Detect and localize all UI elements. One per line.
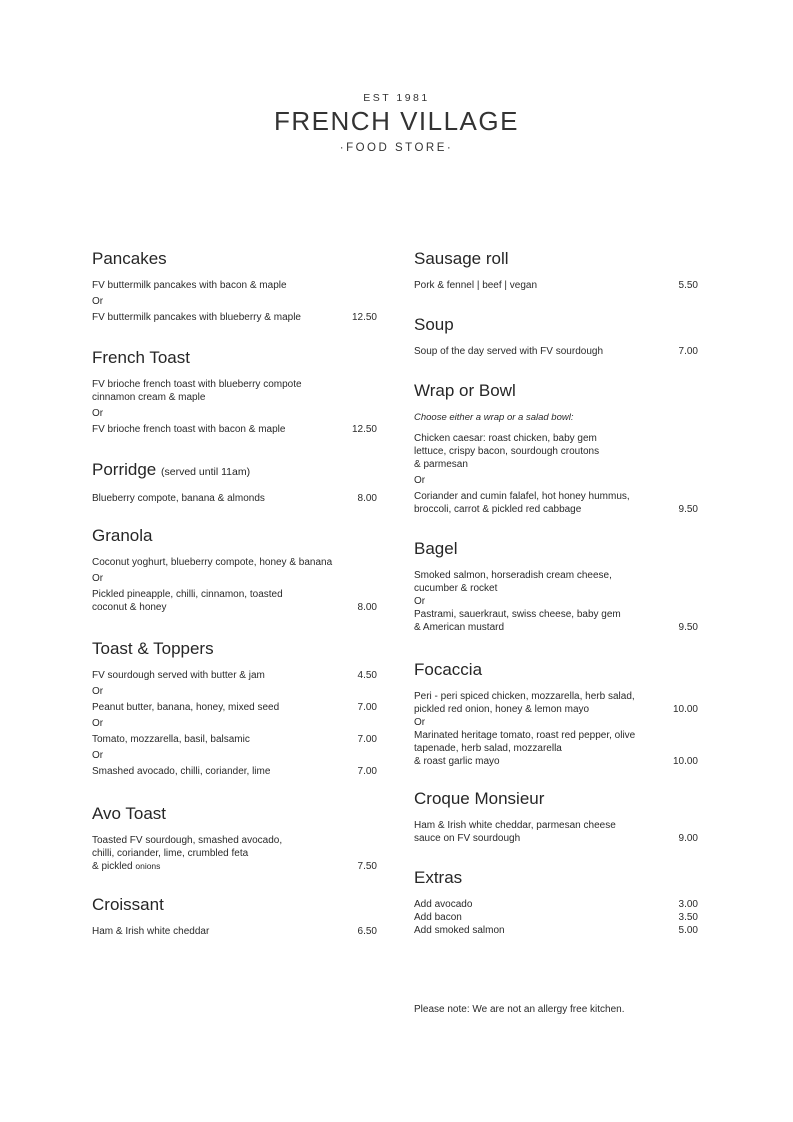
section-title: Wrap or Bowl (414, 381, 516, 400)
menu-item: Add bacon (414, 912, 462, 923)
price: 9.00 (678, 833, 698, 844)
or-separator: Or (414, 596, 426, 607)
menu-item-line: Pastrami, sauerkraut, swiss cheese, baby gem (414, 609, 621, 620)
price: 10.00 (672, 704, 698, 715)
menu-item-line: Toasted FV sourdough, smashed avocado, (92, 835, 283, 846)
section-title: Granola (92, 526, 153, 545)
menu-item: Blueberry compote, banana & almonds (92, 493, 265, 504)
menu-item-line: coconut & honey (92, 602, 167, 613)
menu-item: Ham & Irish white cheddar (92, 926, 210, 937)
menu-item-line: lettuce, crispy bacon, sourdough croutons (414, 446, 600, 457)
price: 3.50 (678, 912, 698, 923)
section-title: French Toast (92, 348, 190, 367)
price: 3.00 (678, 899, 698, 910)
section-porridge (92, 460, 377, 505)
menu-item-line: pickled red onion, honey & lemon mayo (414, 704, 590, 715)
section-bagel (414, 539, 698, 634)
section-avo-toast (92, 804, 377, 873)
menu-item: FV sourdough served with butter & jam (92, 670, 265, 681)
menu-item: Smashed avocado, chilli, coriander, lime (92, 766, 271, 777)
price: 8.00 (357, 493, 377, 504)
price: 7.00 (357, 734, 377, 745)
price: 7.00 (678, 346, 698, 357)
menu-item: FV buttermilk pancakes with bacon & maple (92, 280, 287, 291)
menu-item-line: & American mustard (414, 622, 505, 633)
menu-item-row (92, 925, 377, 938)
brand-name: FRENCH VILLAGE (274, 106, 519, 136)
or-separator: Or (92, 718, 104, 729)
price: 12.50 (351, 424, 377, 435)
menu-item-line: Marinated heritage tomato, roast red pepper, olive (414, 730, 636, 741)
section-title: Sausage roll (414, 249, 509, 268)
menu-item-line: Smoked salmon, horseradish cream cheese, (414, 570, 612, 581)
section-focaccia (414, 660, 698, 768)
price: 5.00 (678, 925, 698, 936)
or-separator: Or (92, 686, 104, 697)
menu-item-row (414, 703, 698, 716)
menu-item: Tomato, mozzarella, basil, balsamic (92, 734, 250, 745)
menu-item-line: sauce on FV sourdough (414, 833, 521, 844)
menu-item-line: & pickled (92, 861, 133, 872)
menu-item-row (92, 701, 377, 714)
section-title: Croque Monsieur (414, 789, 545, 808)
menu-item-line: Pickled pineapple, chilli, cinnamon, toasted (92, 589, 283, 600)
price: 10.00 (672, 756, 698, 767)
menu-item: FV buttermilk pancakes with blueberry & maple (92, 312, 301, 323)
menu-item-row (92, 733, 377, 746)
section-title: Focaccia (414, 660, 483, 679)
menu-item-row (92, 860, 377, 873)
menu-item-row (414, 898, 698, 911)
price: 7.50 (357, 861, 377, 872)
menu-item-row (414, 832, 698, 845)
price: 8.00 (357, 602, 377, 613)
menu-item: Add avocado (414, 899, 473, 910)
menu-item-row (92, 311, 377, 324)
menu-item-row (414, 621, 698, 634)
section-pancakes (92, 249, 377, 324)
menu-item-suffix: onions (135, 861, 161, 871)
menu-item-row (414, 345, 698, 358)
menu-item-line: cinnamon cream & maple (92, 392, 206, 403)
section-soup (414, 315, 698, 358)
section-extras (414, 868, 698, 937)
or-separator: Or (414, 717, 426, 728)
price: 12.50 (351, 312, 377, 323)
price: 4.50 (357, 670, 377, 681)
section-title: Avo Toast (92, 804, 167, 823)
menu-item-row (92, 601, 377, 614)
section-toast-toppers (92, 639, 377, 778)
menu-item-line: tapenade, herb salad, mozzarella (414, 743, 562, 754)
or-separator: Or (414, 475, 426, 486)
menu-item-line: broccoli, carrot & pickled red cabbage (414, 504, 582, 515)
section-title: Toast & Toppers (92, 639, 214, 658)
menu-item: Pork & fennel | beef | vegan (414, 280, 538, 291)
or-separator: Or (92, 750, 104, 761)
section-title: Extras (414, 868, 463, 887)
menu-item-line: Peri - peri spiced chicken, mozzarella, herb salad, (414, 691, 635, 702)
menu-item-row (414, 924, 698, 937)
menu-item: Coconut yoghurt, blueberry compote, honey & banana (92, 557, 333, 568)
brand-subtitle: ·FOOD STORE· (339, 142, 454, 154)
menu-item-line: Ham & Irish white cheddar, parmesan cheese (414, 820, 616, 831)
menu-item-row (414, 911, 698, 924)
menu-item-row (92, 492, 377, 505)
price: 5.50 (678, 280, 698, 291)
allergy-note: Please note: We are not an allergy free kitchen. (414, 1004, 625, 1015)
menu-item-line: cucumber & rocket (414, 583, 498, 594)
section-french-toast (92, 348, 377, 436)
menu-item: Add smoked salmon (414, 925, 505, 936)
section-title: Bagel (414, 539, 458, 558)
menu-item-row (92, 423, 377, 436)
menu-item-row (414, 755, 698, 768)
menu-item-row (92, 765, 377, 778)
section-title: Soup (414, 315, 454, 334)
menu-item-row (414, 503, 698, 516)
menu-item-line: chilli, coriander, lime, crumbled feta (92, 848, 249, 859)
price: 9.50 (678, 622, 698, 633)
price: 9.50 (678, 504, 698, 515)
section-granola (92, 526, 377, 614)
section-title (92, 460, 377, 482)
menu-item-line: & roast garlic mayo (414, 756, 500, 767)
menu-item: Soup of the day served with FV sourdough (414, 346, 604, 357)
brand-established: EST 1981 (363, 92, 430, 104)
menu-item: FV brioche french toast with bacon & maple (92, 424, 286, 435)
section-title-text: Porridge (92, 460, 157, 479)
price: 6.50 (357, 926, 377, 937)
menu-item-row (92, 669, 377, 682)
or-separator: Or (92, 296, 104, 307)
section-title: Croissant (92, 895, 164, 914)
price: 7.00 (357, 766, 377, 777)
menu-item-line: Chicken caesar: roast chicken, baby gem (414, 433, 597, 444)
section-subtitle: Choose either a wrap or a salad bowl: (414, 412, 574, 423)
menu-item: Peanut butter, banana, honey, mixed seed (92, 702, 280, 713)
section-sausage-roll (414, 249, 698, 292)
menu-item-line: & parmesan (414, 459, 468, 470)
section-note: (served until 11am) (161, 466, 251, 478)
menu-item-line: Coriander and cumin falafel, hot honey hummus, (414, 491, 630, 502)
section-croque-monsieur (414, 789, 698, 845)
or-separator: Or (92, 408, 104, 419)
section-croissant (92, 895, 377, 938)
section-title: Pancakes (92, 249, 167, 268)
price: 7.00 (357, 702, 377, 713)
menu-item-line: FV brioche french toast with blueberry compote (92, 379, 302, 390)
or-separator: Or (92, 573, 104, 584)
section-wrap-bowl (414, 381, 698, 516)
menu-item-row (414, 279, 698, 292)
